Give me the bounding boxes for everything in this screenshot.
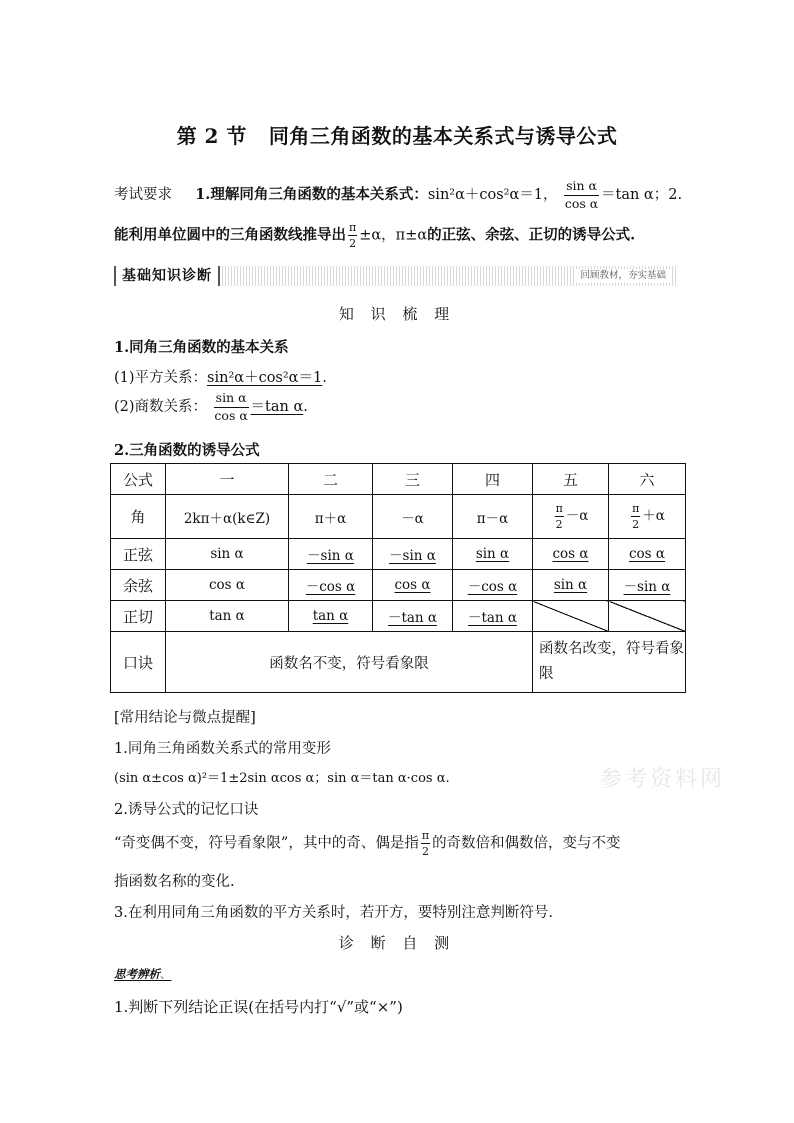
k2-title: 2.三角函数的诱导公式 <box>114 442 260 459</box>
common-2-text-end: 指函数名称的变化. <box>114 874 235 890</box>
table-header-cell: 公式 <box>111 464 166 495</box>
table-row <box>111 601 686 632</box>
table-row <box>111 570 686 601</box>
table-cell: cos α <box>609 539 686 570</box>
pi-over-2-fraction: $\frac{\pi}{2}$ <box>349 221 357 250</box>
mnemonic-explanation: “奇变偶不变，符号看象限”，其中的奇、偶是指 <box>114 835 419 852</box>
table-header-cell: 二 <box>289 464 373 495</box>
table-cell: $\frac{\pi}{2}$ －α <box>533 495 609 539</box>
table-cell: $\frac{\pi}{2}$ ＋α <box>609 495 686 539</box>
table-cell: sin α <box>453 539 533 570</box>
square-relation <box>114 366 327 387</box>
table-cell: －cos α <box>289 570 373 601</box>
mnemonic-explanation-cont: 的奇数倍和偶数倍，变与不变 <box>432 835 621 852</box>
requirements-label: 考试要求 <box>114 187 172 203</box>
table-cell: sin α <box>533 570 609 601</box>
pi-over-2-fraction: $\frac{\pi}{2}$ <box>421 829 430 858</box>
sin-over-cos-fraction: $\frac{\text{sin α}}{\text{cos α}}$ <box>564 178 599 211</box>
table-cell: π－α <box>453 495 533 539</box>
period: . <box>303 399 308 415</box>
mnemonic-right: 函数名改变，符号看象限 <box>533 632 686 693</box>
common-1-formula: (sin α±cos α)²＝1±2sin αcos α；sin α＝tan α·cos α. <box>114 771 450 786</box>
table-cell: －tan α <box>373 601 453 632</box>
empty-diagonal-cell <box>609 601 686 632</box>
question-1: 1.判断下列结论正误(在括号内打“√”或“×”) <box>114 998 403 1016</box>
common-3: 3.在利用同角三角函数的平方关系时，若开方，要特别注意判断符号. <box>114 905 553 921</box>
period: . <box>322 370 327 386</box>
quotient-relation-label: (2)商数关系： <box>114 399 208 415</box>
common-1-title: 1.同角三角函数关系式的常用变形 <box>114 741 331 757</box>
watermark: 参考资料网 <box>600 767 726 792</box>
k1-title: 1.同角三角函数的基本关系 <box>114 339 289 356</box>
table-header-cell: 五 <box>533 464 609 495</box>
common-2-text <box>114 830 621 857</box>
section-banner <box>114 266 678 286</box>
knowledge-heading: 知 识 梳 理 <box>338 305 456 323</box>
common-2-title: 2.诱导公式的记忆口诀 <box>114 802 259 818</box>
table-cell: tan α <box>289 601 373 632</box>
common-bracket-title: [常用结论与微点提醒] <box>114 710 256 726</box>
banner-right-label: 回顾教材，夯实基础 <box>574 269 672 283</box>
table-cell: －cos α <box>453 570 533 601</box>
requirements-line-1 <box>114 180 682 210</box>
section-heading: 同角三角函数的基本关系式与诱导公式 <box>268 124 618 148</box>
row-label: 余弦 <box>111 570 166 601</box>
table-row <box>111 464 686 495</box>
table-header-cell: 三 <box>373 464 453 495</box>
table-row <box>111 632 686 693</box>
table-cell: π＋α <box>289 495 373 539</box>
requirement-1-text: 1.理解同角三角函数的基本关系式： <box>195 186 428 203</box>
table-cell: －sin α <box>609 570 686 601</box>
requirement-2-text: 能利用单位圆中的三角函数线推导出 <box>114 226 346 244</box>
table-header-cell: 四 <box>453 464 533 495</box>
quotient-relation-formula: $\frac{\text{sin α}}{\text{cos α}}$ ＝tan α <box>214 390 304 423</box>
table-cell: sin α <box>166 539 289 570</box>
requirement-2-angles: ±α，π±α <box>359 227 428 244</box>
requirement-2-tail: 的正弦、余弦、正切的诱导公式. <box>427 226 636 244</box>
square-relation-label: (1)平方关系： <box>114 370 208 386</box>
row-label: 正切 <box>111 601 166 632</box>
square-relation-formula: sin²α＋cos²α＝1 <box>207 370 323 386</box>
mnemonic-left: 函数名不变，符号看象限 <box>166 632 533 693</box>
table-header-cell: 一 <box>166 464 289 495</box>
requirements-line-2 <box>114 222 635 249</box>
banner-label: 基础知识诊断 <box>114 266 220 286</box>
table-cell: －sin α <box>289 539 373 570</box>
table-header-cell: 六 <box>609 464 686 495</box>
table-cell: cos α <box>166 570 289 601</box>
table-cell: cos α <box>373 570 453 601</box>
page-title <box>0 120 794 149</box>
table-row <box>111 539 686 570</box>
row-label: 角 <box>111 495 166 539</box>
row-label: 正弦 <box>111 539 166 570</box>
table-cell: tan α <box>166 601 289 632</box>
table-row <box>111 495 686 539</box>
thinking-tag: 思考辨析、 <box>114 967 172 981</box>
requirement-1-formula: sin²α＋cos²α＝1， <box>427 187 558 203</box>
row-label: 口诀 <box>111 632 166 693</box>
table-cell: 2kπ＋α(k∈Z) <box>166 495 289 539</box>
section-number: 第 2 节 <box>176 124 247 148</box>
table-cell: －tan α <box>453 601 533 632</box>
table-cell: cos α <box>533 539 609 570</box>
table-cell: －α <box>373 495 453 539</box>
quotient-relation <box>114 392 308 422</box>
diagnose-heading: 诊 断 自 测 <box>338 934 456 952</box>
reduction-formula-table <box>110 463 686 693</box>
requirement-1-tail: ＝tan α；2. <box>601 187 683 203</box>
empty-diagonal-cell <box>533 601 609 632</box>
table-cell: －sin α <box>373 539 453 570</box>
